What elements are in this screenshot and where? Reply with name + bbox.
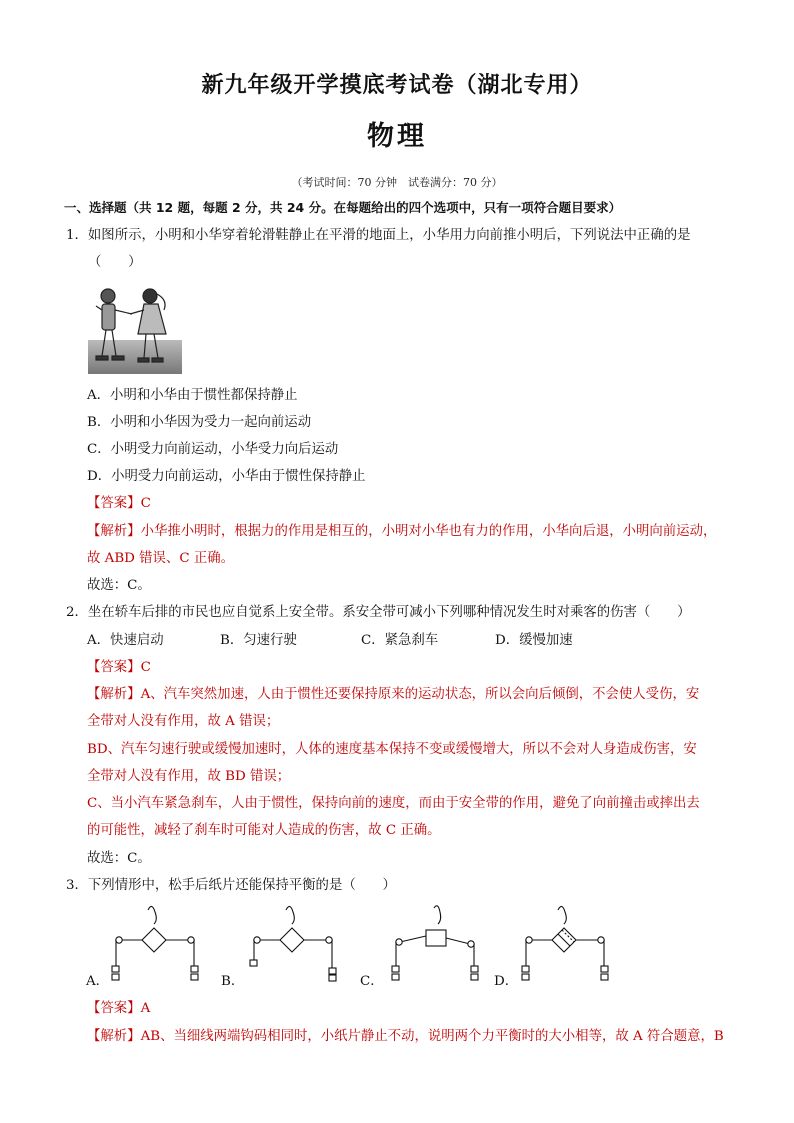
pulley-right (468, 941, 474, 947)
q2-analysis-6: 的可能性，减轻了刹车时可能对人造成的伤害，故 C 正确。 (87, 823, 441, 838)
pulley-left (526, 937, 532, 943)
q2-analysis-5: C、当小汽车紧急刹车，人由于惯性，保持向前的速度，而由于安全带的作用，避免了向前撞击或摔出去 (87, 796, 700, 811)
pulley-right (326, 937, 332, 943)
q2-options (87, 632, 573, 650)
q3-analysis (87, 1028, 724, 1046)
q2-option-c: C．紧急刹车 (361, 633, 439, 648)
card-shape (426, 930, 446, 946)
answer-label: 【答案】 (87, 1001, 141, 1016)
section-heading: 一、选择题（共 12 题，每题 2 分，共 24 分。在每题给出的四个选项中，只有一项符合题目要求） (64, 200, 622, 215)
q2-analysis-3: BD、汽车匀速行驶或缓慢加速时，人体的速度基本保持不变或缓慢增大，所以不会对人身造成伤害，安 (87, 742, 697, 757)
answer-label: 【答案】 (87, 496, 141, 511)
card-shape (280, 928, 304, 952)
q1-paren: （ ） (88, 255, 142, 270)
q3-figure-d (518, 902, 612, 984)
hand-icon (286, 906, 294, 924)
analysis-label: 【解析】 (87, 524, 141, 539)
answer-value: C (140, 496, 151, 511)
q2-analysis-2: 全带对人没有作用，故 A 错误； (87, 714, 280, 729)
q1-option-a: A．小明和小华由于惯性都保持静止 (87, 388, 298, 403)
answer-value: A (140, 1001, 151, 1016)
hand-icon (558, 906, 566, 924)
q3-label-a: A． (86, 974, 110, 989)
q3-label-c: C． (360, 974, 384, 989)
q1-choose: 故选：C。 (87, 578, 151, 593)
pulley-right (598, 937, 604, 943)
q2-option-b: B．匀速行驶 (220, 633, 297, 648)
q1-stem: 1．如图所示，小明和小华穿着轮滑鞋静止在平滑的地面上，小华用力向前推小明后，下列说法中正确的是 (66, 228, 691, 243)
q1-option-b: B．小明和小华因为受力一起向前运动 (87, 415, 312, 430)
subject-title: 物理 (367, 121, 427, 152)
analysis-label: 【解析】 (87, 1029, 141, 1044)
q2-option-a: A．快速启动 (87, 633, 164, 648)
q1-option-c: C．小明受力向前运动，小华受力向后运动 (87, 442, 339, 457)
pulley-left (116, 937, 122, 943)
analysis-text: AB、当细线两端钩码相同时，小纸片静止不动，说明两个力平衡时的大小相等，故 A 符合题意，B (140, 1029, 724, 1044)
pulley-left (254, 937, 260, 943)
exam-title: 新九年级开学摸底考试卷（湖北专用） (201, 73, 593, 98)
skating-figure (88, 282, 182, 374)
q2-option-d: D．缓慢加速 (495, 633, 573, 648)
q2-analysis-4: 全带对人没有作用，故 BD 错误； (87, 769, 291, 784)
q3-label-d: D． (494, 974, 519, 989)
q2-stem: 2．坐在轿车后排的市民也应自觉系上安全带。系安全带可减小下列哪种情况发生时对乘客的伤害（ ） (66, 605, 691, 620)
q3-answer (87, 1000, 150, 1018)
q1-option-d: D．小明受力向前运动，小华由于惯性保持静止 (87, 469, 366, 484)
q1-analysis-cont: 故 ABD 错误、C 正确。 (87, 551, 234, 566)
q3-stem: 3．下列情形中，松手后纸片还能保持平衡的是（ ） (66, 878, 396, 893)
analysis-text: 小华推小明时，根据力的作用是相互的，小明对小华也有力的作用，小华向后退，小明向前运动， (140, 524, 717, 539)
q2-analysis (87, 686, 699, 704)
q1-analysis (87, 523, 716, 541)
q2-choose: 故选：C。 (87, 851, 151, 866)
answer-value: C (140, 660, 151, 675)
q3-figure-b (246, 902, 340, 984)
q3-figure-c (388, 902, 482, 984)
hand-icon (434, 906, 441, 924)
q3-figure-a (108, 902, 202, 984)
pulley-right (188, 937, 194, 943)
analysis-label: 【解析】 (87, 687, 141, 702)
hand-icon (148, 906, 156, 924)
analysis-text: A、汽车突然加速，人由于惯性还要保持原来的运动状态，所以会向后倾倒，不会使人受伤，安 (140, 687, 700, 702)
answer-label: 【答案】 (87, 660, 141, 675)
q3-label-b: B． (221, 974, 245, 989)
exam-meta: （考试时间：70 分钟 试卷满分：70 分） (291, 176, 503, 189)
pulley-left (396, 939, 402, 945)
q2-answer (87, 659, 151, 677)
card-shape (142, 928, 166, 952)
q1-answer (87, 495, 151, 513)
